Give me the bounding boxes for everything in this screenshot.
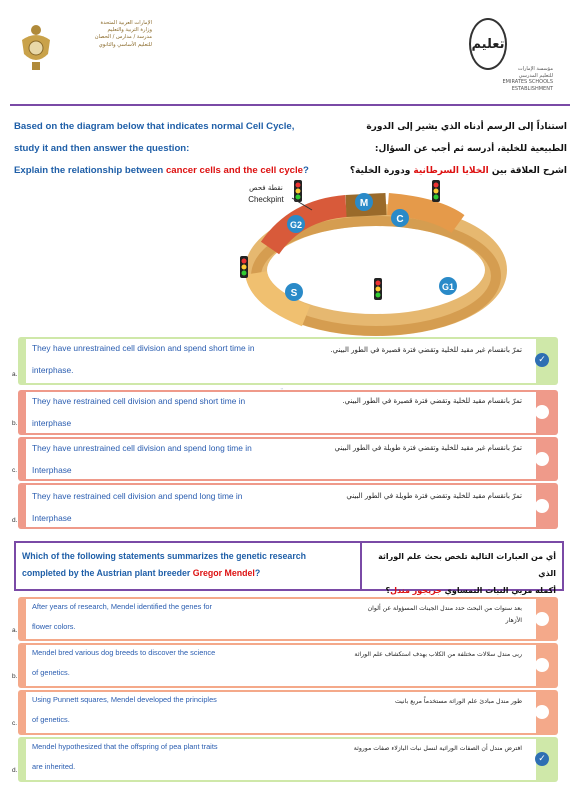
q1-ar-line1: استناداً إلى الرسم أدناه الذي يشير إلى الدورة <box>366 122 567 132</box>
q1-option-a[interactable] <box>12 337 558 385</box>
option-letter: c. <box>12 467 18 474</box>
option-english: Mendel bred various dog breeds to discover the science of genetics. <box>32 648 216 677</box>
q2-option-c[interactable] <box>12 690 558 735</box>
traffic-light-icon <box>294 180 302 202</box>
phase-g1-badge <box>439 277 457 295</box>
option-letter: b. <box>12 420 18 427</box>
ministry-line-2: وزارة التربية والتعليم <box>107 27 152 34</box>
option-arabic: بعد سنوات من البحث حدد مندل الجينات المسؤولة عن ألوان الأزهار <box>367 605 522 624</box>
traffic-light-icon <box>432 180 440 202</box>
ese-line-4: ESTABLISHMENT <box>511 85 553 92</box>
checked-radio-icon[interactable]: ✓ <box>535 353 549 367</box>
option-letter: a. <box>12 371 18 378</box>
option-english: They have restrained cell division and spend long time in Interphase <box>32 491 243 523</box>
option-english: They have unrestrained cell division and spend short time in interphase. <box>32 343 255 375</box>
q2-option-b[interactable] <box>12 643 558 688</box>
q1-en-line2: study it and then answer the question: <box>14 143 190 154</box>
option-arabic: افترض مندل أن الصفات الوراثية لنسل نبات البازلاء صفات موروثة <box>353 745 522 752</box>
phase-g2-badge <box>287 215 305 233</box>
option-letter: d. <box>12 767 18 774</box>
q1-ar-line3: اشرح العلاقة بين الخلايا السرطانية ودورة الخلية؟ <box>349 166 567 176</box>
q2-option-a[interactable] <box>12 597 558 641</box>
phase-m-badge <box>355 193 373 211</box>
ministry-logo <box>18 18 152 88</box>
option-letter: c. <box>12 720 18 727</box>
radio-icon[interactable] <box>535 405 549 419</box>
radio-icon[interactable] <box>535 499 549 513</box>
ministry-line-4: للتعليم الأساسي والثانوي <box>98 41 152 48</box>
phase-c-badge <box>391 209 409 227</box>
ministry-line-3: مدرسة / مدارس / الحصان <box>94 34 152 41</box>
option-arabic: تمرّ بانقسام غير مقيد للخلية وتقضي فترة قصيرة في الطور البيني. <box>330 346 522 354</box>
radio-icon[interactable] <box>535 452 549 466</box>
q2-option-d[interactable] <box>12 737 558 782</box>
q1-en-line3: Explain the relationship between cancer cells and the cell cycle? <box>14 165 309 176</box>
checked-radio-icon[interactable]: ✓ <box>535 752 549 766</box>
svg-text:M: M <box>359 198 369 209</box>
q1-option-d[interactable] <box>12 483 558 529</box>
question1-arabic <box>327 116 567 182</box>
taleem-logo-icon: تعليم <box>469 18 507 70</box>
uae-emblem-icon <box>18 22 54 74</box>
svg-text:G1: G1 <box>441 282 455 292</box>
option-arabic: تمرّ بانقسام مقيد للخلية وتقضي فترة طويلة في الطور البيني <box>346 492 522 500</box>
radio-icon[interactable] <box>535 658 549 672</box>
ese-line-2: للتعليم المدرسي <box>518 72 553 79</box>
option-english: Mendel hypothesized that the offspring of pea plant traits are inherited. <box>32 742 218 771</box>
traffic-light-icon <box>374 278 382 300</box>
radio-icon[interactable] <box>535 612 549 626</box>
option-english: They have unrestrained cell division and spend long time in Interphase <box>32 443 252 475</box>
option-english: After years of research, Mendel identified the genes for flower colors. <box>32 602 212 631</box>
question2 <box>14 541 564 595</box>
traffic-light-icon <box>240 256 248 278</box>
option-english: They have restrained cell division and spend short time in interphase <box>32 396 246 428</box>
ese-line-3: EMIRATES SCHOOLS <box>502 79 553 85</box>
header-divider <box>10 104 570 106</box>
checkpoint-en-label: Checkpint <box>248 195 284 204</box>
option-english: Using Punnett squares, Mendel developed the principles of genetics. <box>32 695 217 724</box>
svg-text:C: C <box>396 214 404 225</box>
q1-option-c[interactable] <box>12 437 558 481</box>
phase-s-badge <box>285 283 303 301</box>
ese-line-1: مؤسسة الإمارات <box>517 66 553 72</box>
option-letter: b. <box>12 673 18 680</box>
option-arabic: تمرّ بانقسام مقيد للخلية وتقضي فترة قصيرة في الطور البيني. <box>342 397 522 405</box>
question2-arabic: أي من العبارات التالية تلخص بحث علم الوراثة الذي أكمله مربي النبات النمساوي جريجور مندل؟ <box>378 552 556 595</box>
cell-cycle-diagram <box>196 178 516 343</box>
svg-text:G2: G2 <box>289 220 303 230</box>
option-arabic: طور مندل مبادئ علم الوراثة مستخدماً مربع بانيت <box>394 698 522 705</box>
ese-logo <box>443 18 553 98</box>
question2-english: Which of the following statements summarizes the genetic research completed by the Austrian plant breeder Gregor Mendel? <box>22 551 307 578</box>
ministry-line-1: الإمارات العربية المتحدة <box>100 20 152 26</box>
radio-icon[interactable] <box>535 705 549 719</box>
option-arabic: ربى مندل سلالات مختلفة من الكلاب بهدف استكشاف علم الوراثة <box>354 651 522 658</box>
q1-option-b[interactable] <box>12 390 558 435</box>
option-letter: a. <box>12 627 18 634</box>
checkpoint-ar-label: نقطة فحص <box>249 184 283 192</box>
option-letter: d. <box>12 517 18 524</box>
svg-text:S: S <box>290 288 298 299</box>
option-arabic: تمرّ بانقسام غير مقيد للخلية وتقضي فترة طويلة في الطور البيني <box>334 444 522 452</box>
question1-english <box>14 116 354 182</box>
q1-ar-line2: الطبيعية للخلية، أدرسه ثم أجب عن السؤال: <box>374 144 567 154</box>
q1-en-line1: Based on the diagram below that indicates normal Cell Cycle, <box>14 121 295 132</box>
